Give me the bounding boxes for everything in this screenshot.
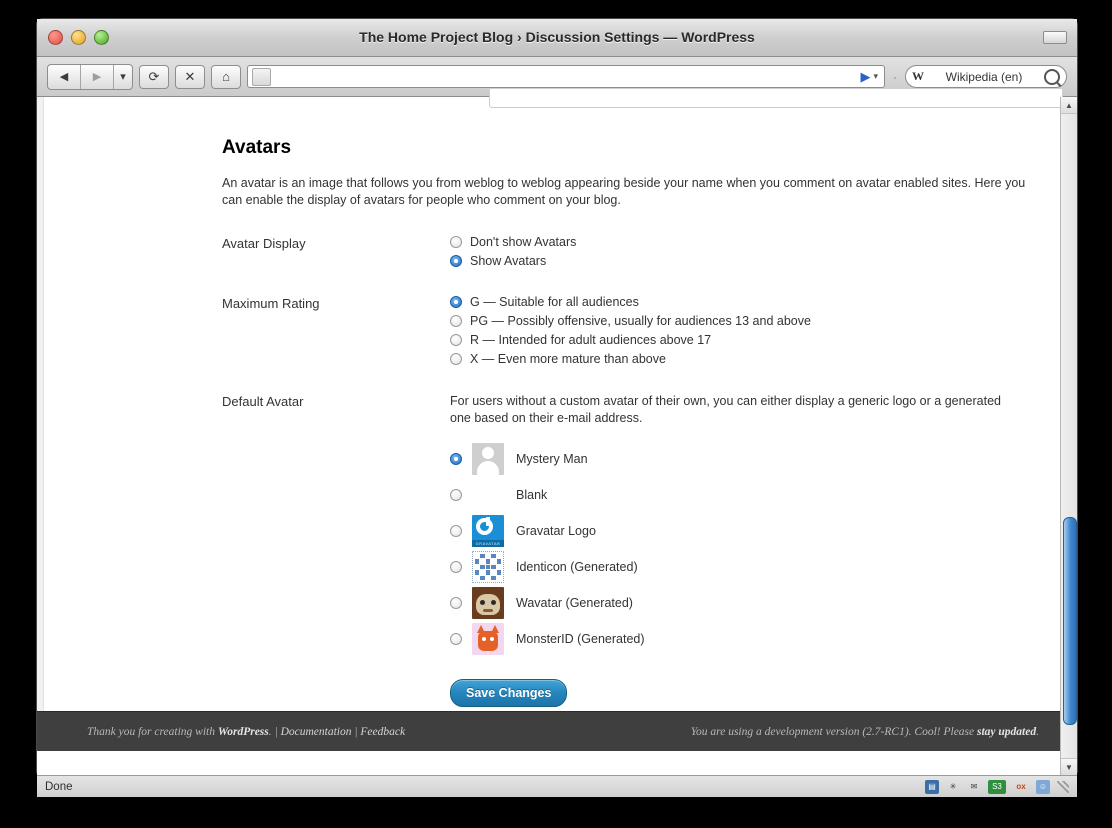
search-input[interactable]: Wikipedia (en) xyxy=(945,69,1023,84)
radio-label: R — Intended for adult audiences above 17 xyxy=(470,333,712,347)
search-icon[interactable] xyxy=(1044,69,1060,85)
home-button[interactable]: ⌂ xyxy=(211,65,241,89)
default-avatar-label: Default Avatar xyxy=(222,394,304,409)
radio-label: X — Even more mature than above xyxy=(470,352,666,366)
avatar-display-options xyxy=(450,235,1031,273)
wordpress-footer xyxy=(37,711,1061,751)
radio-icon[interactable] xyxy=(450,525,462,537)
save-changes-button[interactable]: Save Changes xyxy=(450,679,567,707)
radio-label: Gravatar Logo xyxy=(516,524,596,538)
page-title: Avatars xyxy=(222,137,292,158)
radio-icon[interactable] xyxy=(450,236,462,248)
avatar-display-row xyxy=(222,235,1031,273)
default-avatar-helper: For users without a custom avatar of their own, you can either display a generic logo or a generated one based on their e-mail address. xyxy=(450,394,1001,425)
radio-option-rating-g[interactable] xyxy=(450,295,1031,309)
radio-option-mystery-man[interactable] xyxy=(450,441,1031,477)
wavatar-avatar-icon xyxy=(472,587,504,619)
radio-icon-selected[interactable] xyxy=(450,453,462,465)
zoom-window-button[interactable] xyxy=(94,30,109,45)
radio-icon[interactable] xyxy=(450,315,462,327)
radio-label: Identicon (Generated) xyxy=(516,560,638,574)
radio-label: G — Suitable for all audiences xyxy=(470,295,639,309)
user-icon[interactable]: ☺ xyxy=(1036,780,1050,794)
ox-icon[interactable]: ox xyxy=(1016,782,1026,791)
radio-icon[interactable] xyxy=(450,334,462,346)
footer-thanks: Thank you for creating with xyxy=(87,725,218,738)
go-dropdown-icon[interactable]: ▾ xyxy=(873,71,878,81)
toolbar-separator: · xyxy=(893,69,897,84)
settings-form xyxy=(37,97,1061,707)
radio-option-rating-pg[interactable] xyxy=(450,314,1031,328)
radio-label: Wavatar (Generated) xyxy=(516,596,633,610)
status-bar xyxy=(37,775,1077,797)
s3-icon[interactable]: S3 xyxy=(988,780,1006,794)
url-input[interactable] xyxy=(275,69,860,85)
radio-option-rating-r[interactable] xyxy=(450,333,1031,347)
footer-wordpress-link[interactable]: WordPress xyxy=(217,725,269,738)
status-tray xyxy=(925,780,1069,794)
navigation-buttons xyxy=(47,64,133,90)
mystery-man-avatar-icon xyxy=(472,443,504,475)
maximum-rating-label: Maximum Rating xyxy=(222,296,320,311)
radio-icon[interactable] xyxy=(450,633,462,645)
radio-option-gravatar-logo[interactable] xyxy=(450,513,1031,549)
radio-option-blank[interactable] xyxy=(450,477,1031,513)
footer-sep2: | xyxy=(351,725,361,738)
footer-right xyxy=(691,726,1039,738)
radio-icon[interactable] xyxy=(450,489,462,501)
radio-icon[interactable] xyxy=(450,561,462,573)
bookmark-sync-icon[interactable]: ▤ xyxy=(925,780,939,794)
radio-option-monsterid[interactable] xyxy=(450,621,1031,657)
radio-option-show-avatars[interactable] xyxy=(450,254,1031,268)
back-button[interactable]: ◀ xyxy=(48,65,81,89)
radio-option-dont-show-avatars[interactable] xyxy=(450,235,1031,249)
radio-label: Blank xyxy=(516,488,548,502)
reload-button[interactable]: ⟳ xyxy=(139,65,169,89)
status-text: Done xyxy=(45,780,73,793)
forward-button[interactable]: ▶ xyxy=(81,65,114,89)
blank-avatar-icon xyxy=(472,479,504,511)
radio-option-wavatar[interactable] xyxy=(450,585,1031,621)
wikipedia-icon[interactable]: W xyxy=(912,69,924,83)
radio-label: MonsterID (Generated) xyxy=(516,632,645,646)
radio-icon[interactable] xyxy=(450,597,462,609)
web-page xyxy=(37,97,1061,751)
content-area xyxy=(37,97,1077,775)
partial-textarea-above[interactable] xyxy=(489,89,1063,108)
history-dropdown-icon[interactable]: ▾ xyxy=(120,71,126,83)
mail-icon[interactable]: ✉ xyxy=(970,782,978,791)
identicon-avatar-icon xyxy=(472,551,504,583)
title-bar xyxy=(37,19,1077,57)
avatar-display-label: Avatar Display xyxy=(222,236,306,251)
footer-left xyxy=(87,726,405,738)
window-title: The Home Project Blog › Discussion Settings — WordPress xyxy=(359,29,755,45)
radio-icon[interactable] xyxy=(450,353,462,365)
snowflake-icon[interactable]: ✳ xyxy=(949,782,957,791)
radio-label: Don't show Avatars xyxy=(470,235,577,249)
minimize-window-button[interactable] xyxy=(71,30,86,45)
footer-version-note: You are using a development version (2.7-RC1). Cool! Please xyxy=(690,725,978,738)
scrollbar-thumb[interactable] xyxy=(1063,517,1077,725)
gravatar-caption: GRAVATAR xyxy=(472,540,504,547)
scroll-down-arrow-icon[interactable]: ▼ xyxy=(1061,758,1077,775)
footer-version-end: . xyxy=(1036,725,1039,738)
radio-label: Mystery Man xyxy=(516,452,588,466)
window-controls xyxy=(48,30,109,45)
radio-option-identicon[interactable] xyxy=(450,549,1031,585)
scroll-up-arrow-icon[interactable]: ▲ xyxy=(1061,97,1077,114)
gravatar-logo-avatar-icon xyxy=(472,515,504,547)
favicon-placeholder-icon xyxy=(252,68,271,86)
radio-icon-selected[interactable] xyxy=(450,296,462,308)
go-icon[interactable]: ▶ xyxy=(860,68,871,84)
radio-icon-selected[interactable] xyxy=(450,255,462,267)
maximum-rating-options xyxy=(450,295,1031,371)
search-bar[interactable] xyxy=(905,65,1067,88)
stop-button[interactable]: ✕ xyxy=(175,65,205,89)
radio-label: PG — Possibly offensive, usually for audiences 13 and above xyxy=(470,314,811,328)
vertical-scrollbar[interactable] xyxy=(1060,97,1077,775)
browser-window xyxy=(36,18,1078,793)
maximum-rating-row xyxy=(222,295,1031,371)
radio-option-rating-x[interactable] xyxy=(450,352,1031,366)
footer-sep1: . | xyxy=(268,725,281,738)
address-bar[interactable] xyxy=(247,65,885,88)
default-avatar-row xyxy=(222,393,1031,707)
page-left-gutter xyxy=(37,97,44,751)
radio-label: Show Avatars xyxy=(470,254,547,268)
monsterid-avatar-icon xyxy=(472,623,504,655)
footer-stay-updated-link[interactable]: stay updated xyxy=(977,725,1037,738)
resize-grip-icon[interactable] xyxy=(1057,781,1069,793)
toggle-toolbar-button[interactable] xyxy=(1043,31,1067,44)
section-description: An avatar is an image that follows you from weblog to weblog appearing beside your name when you comment on avatar enabled sites. Here you can enable the display of avatars for people who comment on your blog. xyxy=(222,176,1026,207)
close-window-button[interactable] xyxy=(48,30,63,45)
footer-feedback-link[interactable]: Feedback xyxy=(360,725,406,738)
footer-documentation-link[interactable]: Documentation xyxy=(280,725,352,738)
default-avatar-options xyxy=(450,393,1031,707)
